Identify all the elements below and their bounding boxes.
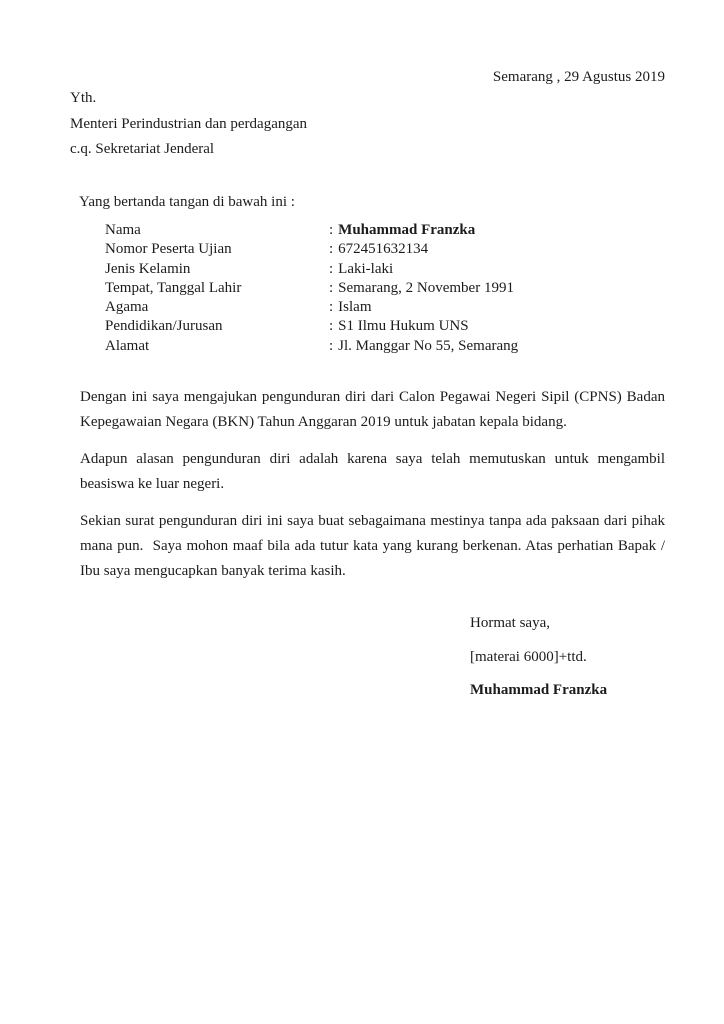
recipient-honorific: Yth. xyxy=(70,90,97,106)
identity-row-jenis-kelamin xyxy=(105,260,665,279)
identity-row-alamat xyxy=(105,337,665,356)
identity-label: Nomor Peserta Ujian xyxy=(105,241,232,258)
identity-row-agama xyxy=(105,298,665,317)
identity-value: Semarang, 2 November 1991 xyxy=(338,279,514,296)
opening-line: Yang bertanda tangan di bawah ini : xyxy=(79,194,295,210)
identity-value: Islam xyxy=(338,299,372,316)
paragraph-reason: Adapun alasan pengunduran diri adalah karena saya telah memutuskan untuk mengambil beasiswa ke luar negeri. xyxy=(80,450,669,493)
paragraph-resignation-statement: Dengan ini saya mengajukan pengunduran diri dari Calon Pegawai Negeri Sipil (CPNS) Badan Kepegawaian Negara (BKN) Tahun Anggaran 2019 untuk jabatan kepala bidang. xyxy=(80,389,669,431)
recipient-block xyxy=(70,86,307,163)
recipient-cq-line: c.q. Sekretariat Jenderal xyxy=(70,141,215,157)
colon-separator: : xyxy=(329,318,334,335)
identity-value: Jl. Manggar No 55, Semarang xyxy=(338,337,519,354)
identity-label: Alamat xyxy=(105,337,150,354)
identity-row-tempat-tanggal-lahir xyxy=(105,279,665,298)
colon-separator: : xyxy=(329,299,334,316)
colon-separator: : xyxy=(329,222,334,238)
colon-separator: : xyxy=(329,241,334,258)
recipient-title: Menteri Perindustrian dan perdagangan xyxy=(70,115,308,132)
stamp-and-signature-note: [materai 6000]+ttd. xyxy=(470,648,587,665)
identity-value: Muhammad Franzka xyxy=(338,222,476,238)
identity-list xyxy=(105,221,665,356)
identity-row-pendidikan xyxy=(105,317,665,336)
date-line: Semarang , 29 Agustus 2019 xyxy=(492,69,665,85)
identity-label: Nama xyxy=(105,222,141,238)
colon-separator: : xyxy=(329,260,334,277)
identity-label: Pendidikan/Jurusan xyxy=(105,318,223,335)
identity-value: 672451632134 xyxy=(338,241,429,258)
identity-row-nama xyxy=(105,221,665,240)
identity-label: Jenis Kelamin xyxy=(105,260,191,277)
identity-value: S1 Ilmu Hukum UNS xyxy=(338,318,469,335)
colon-separator: : xyxy=(329,337,334,354)
colon-separator: : xyxy=(329,279,334,296)
signature-salutation: Hormat saya, xyxy=(470,615,550,631)
identity-row-nomor-peserta xyxy=(105,240,665,259)
paragraph-closing-apology: Sekian surat pengunduran diri ini saya buat sebagaimana mestinya tanpa ada paksaan dari pihak mana pun. Saya mohon maaf bila ada tutur kata yang kurang berkenan. Atas perhatian Bapak / Ibu saya mengucapkan banyak terima kasih. xyxy=(80,512,669,580)
identity-label: Tempat, Tanggal Lahir xyxy=(105,279,242,296)
identity-label: Agama xyxy=(105,299,149,316)
body-paragraphs xyxy=(80,385,669,596)
signature-block xyxy=(470,607,607,708)
identity-value: Laki-laki xyxy=(338,260,394,277)
signer-name: Muhammad Franzka xyxy=(470,682,608,699)
